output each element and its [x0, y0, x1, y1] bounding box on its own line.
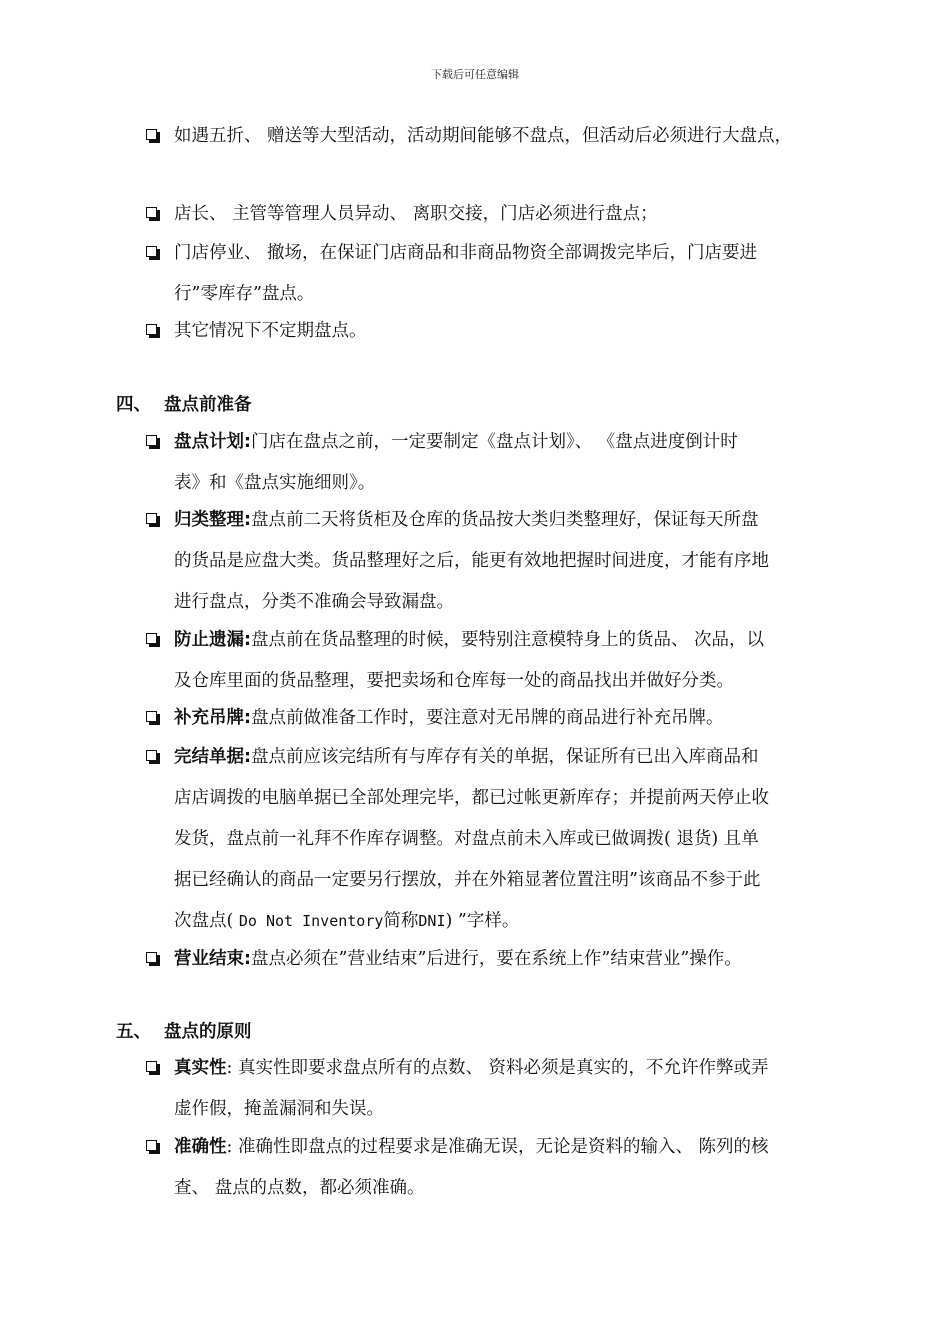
list-item: 店长、 主管等管理人员异动、 离职交接，门店必须进行盘点；: [146, 194, 846, 235]
checkbox-bullet-icon: [146, 435, 157, 446]
list-item: 营业结束:盘点必须在”营业结束”后进行，要在系统上作”结束营业”操作。: [146, 939, 846, 980]
list-item: 门店停业、 撤场，在保证门店商品和非商品物资全部调拨完毕后，门店要进 行”零库存”盘点。: [146, 233, 846, 315]
list-item: 补充吊牌:盘点前做准备工作时，要注意对无吊牌的商品进行补充吊牌。: [146, 698, 846, 739]
list-item: 准确性: 准确性即盘点的过程要求是准确无误，无论是资料的输入、 陈列的核 查、 盘点的点数，都必须准确。: [146, 1127, 846, 1209]
section-heading: 五、 盘点的原则: [116, 1022, 252, 1042]
page-header: 下载后可任意编辑: [431, 68, 519, 81]
checkbox-bullet-icon: [146, 207, 157, 218]
checkbox-bullet-icon: [146, 129, 157, 140]
checkbox-bullet-icon: [146, 952, 157, 963]
checkbox-bullet-icon: [146, 711, 157, 722]
checkbox-bullet-icon: [146, 513, 157, 524]
checkbox-bullet-icon: [146, 1061, 157, 1072]
checkbox-bullet-icon: [146, 246, 157, 257]
list-item: 真实性: 真实性即要求盘点所有的点数、 资料必须是真实的，不允许作弊或弄 虚作假，掩盖漏洞和失误。: [146, 1048, 846, 1130]
section-heading: 四、 盘点前准备: [116, 395, 252, 415]
list-item: 如遇五折、 赠送等大型活动，活动期间能够不盘点，但活动后必须进行大盘点，: [146, 116, 846, 157]
list-item: 归类整理:盘点前二天将货柜及仓库的货品按大类归类整理好，保证每天所盘 的货品是应盘大类。货品整理好之后，能更有效地把握时间进度，才能有序地 进行盘点，分类不准确会导致漏盘。: [146, 500, 846, 623]
list-item: 完结单据:盘点前应该完结所有与库存有关的单据，保证所有已出入库商品和 店店调拨的电脑单据已全部处理完毕，都已过帐更新库存；并提前两天停止收 发货，盘点前一礼拜不作库存调整。对盘点前未入库或已做调拨( 退货) 且单 据已经确认的商品一定要另行摆放，并在外箱显著位置注明”该商品不参于此 次盘点( Do Not Inventory简称DNI) ”字样。: [146, 737, 846, 942]
checkbox-bullet-icon: [146, 750, 157, 761]
list-item: 其它情况下不定期盘点。: [146, 311, 846, 352]
checkbox-bullet-icon: [146, 324, 157, 335]
checkbox-bullet-icon: [146, 1140, 157, 1151]
list-item: 防止遗漏:盘点前在货品整理的时候，要特别注意模特身上的货品、 次品，以 及仓库里面的货品整理，要把卖场和仓库每一处的商品找出并做好分类。: [146, 620, 846, 702]
checkbox-bullet-icon: [146, 633, 157, 644]
list-item: 盘点计划:门店在盘点之前，一定要制定《盘点计划》、 《盘点进度倒计时 表》和《盘点实施细则》。: [146, 422, 846, 504]
